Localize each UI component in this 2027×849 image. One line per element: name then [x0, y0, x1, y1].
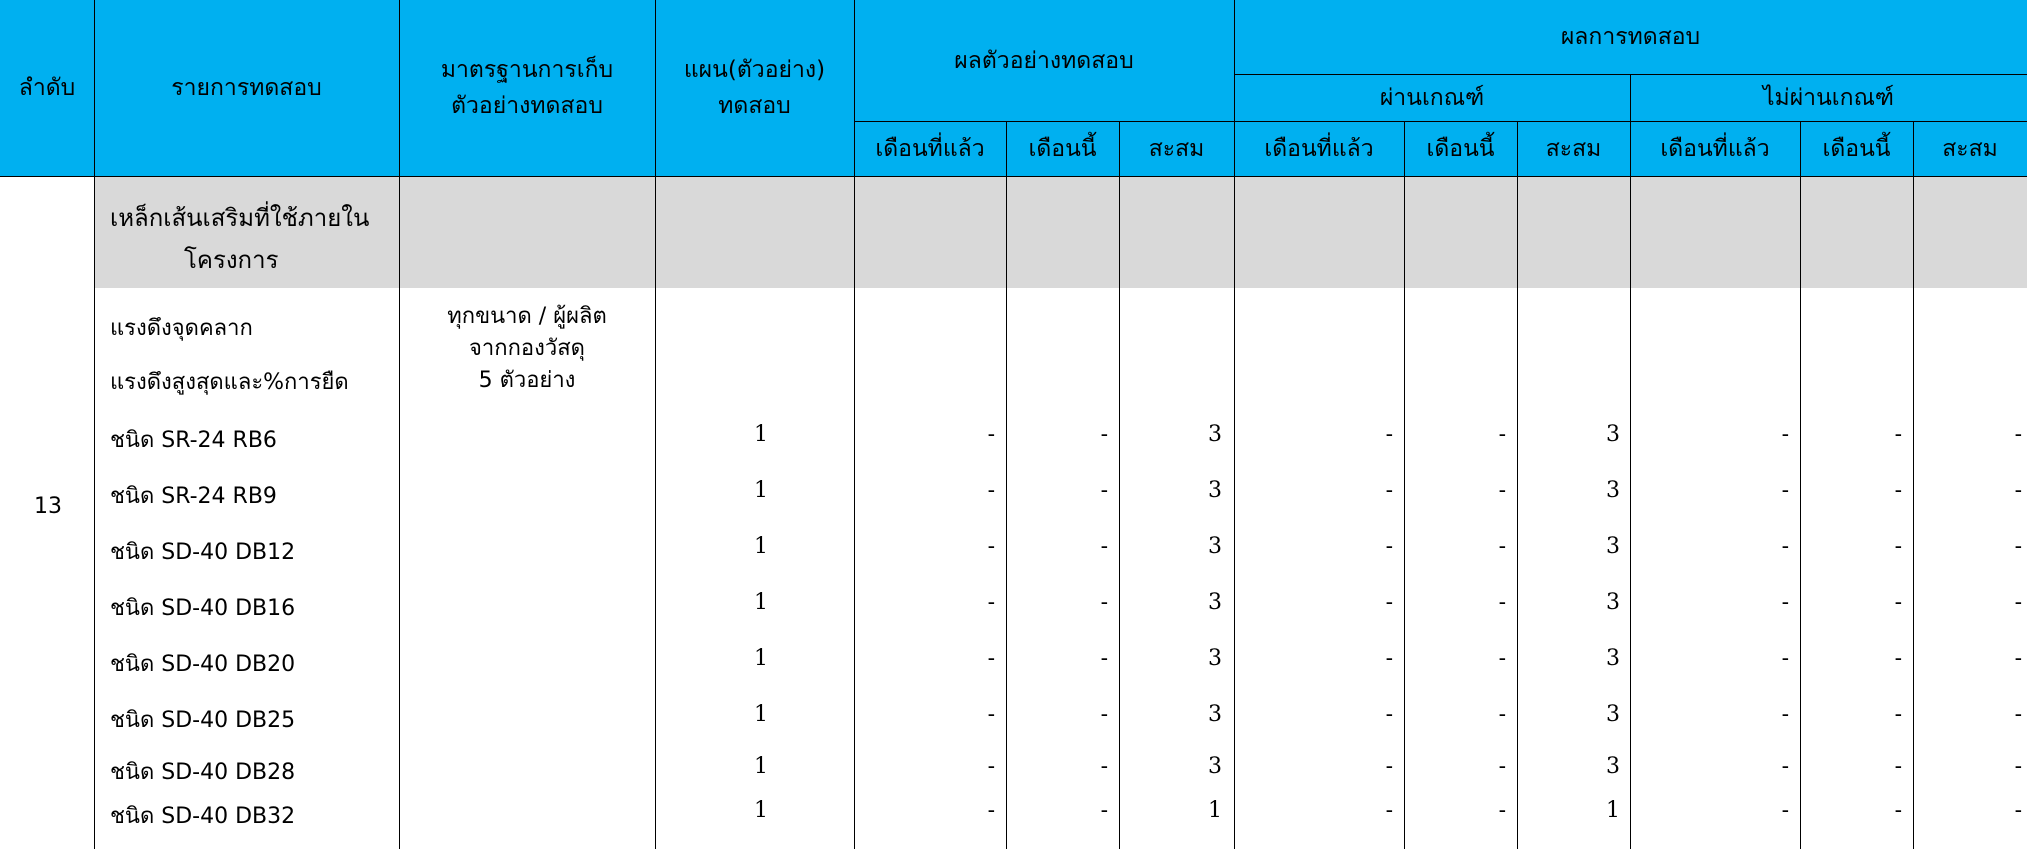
row-cell-s-cum: 3: [1208, 702, 1222, 727]
row-cell-p-cum: 1: [1606, 798, 1620, 823]
row-cell-f-cum: -: [2014, 702, 2022, 727]
col-line: [1630, 74, 1631, 849]
row-cell-p-this: -: [1498, 646, 1506, 671]
row-cell-p-last: -: [1385, 798, 1393, 823]
header-order-label: ลำดับ: [18, 75, 76, 101]
section-standard-line1: ทุกขนาด / ผู้ผลิต: [447, 304, 607, 329]
row-item-name: ชนิด SD-40 DB16: [110, 596, 296, 621]
row-cell-s-cum: 3: [1208, 478, 1222, 503]
col-line: [1517, 121, 1518, 849]
sub-header-pass-this: [1404, 121, 1517, 176]
row-item-name: ชนิด SR-24 RB6: [110, 428, 277, 453]
row-cell-s-last: -: [987, 702, 995, 727]
row-cell-s-this: -: [1100, 478, 1108, 503]
row-cell-p-last: -: [1385, 702, 1393, 727]
row-item-name: ชนิด SD-40 DB12: [110, 540, 296, 565]
sub-header-label: เดือนที่แล้ว: [1264, 135, 1374, 162]
sub-header-label: เดือนนี้: [1426, 135, 1495, 162]
sub-header-fail-this: [1800, 121, 1913, 176]
sub-header-label: เดือนที่แล้ว: [1660, 135, 1770, 162]
row-cell-f-cum: -: [2014, 422, 2022, 447]
header-item: [94, 0, 399, 176]
row-cell-p-last: -: [1385, 590, 1393, 615]
row-cell-f-last: -: [1781, 422, 1789, 447]
sub-header-label: สะสม: [1942, 135, 1998, 162]
row-cell-plan: 1: [754, 478, 768, 503]
header-sample-result: [854, 0, 1234, 121]
header-plan-line2: ทดสอบ: [718, 93, 791, 119]
row-cell-f-this: -: [1894, 798, 1902, 823]
section-standard-line3: 5 ตัวอย่าง: [478, 368, 576, 393]
row-cell-s-last: -: [987, 422, 995, 447]
row-cell-s-cum: 1: [1208, 798, 1222, 823]
row-cell-f-cum: -: [2014, 534, 2022, 559]
section-title-line1: เหล็กเส้นเสริมที่ใช้ภายใน: [110, 204, 370, 232]
row-cell-p-cum: 3: [1606, 534, 1620, 559]
header-plan-line1: แผน(ตัวอย่าง): [683, 57, 826, 83]
row-cell-p-last: -: [1385, 534, 1393, 559]
row-cell-f-this: -: [1894, 702, 1902, 727]
row-cell-s-this: -: [1100, 646, 1108, 671]
col-line: [1913, 121, 1914, 849]
col-line: [1119, 121, 1120, 849]
row-item-name: ชนิด SD-40 DB32: [110, 804, 296, 829]
row-item-name: ชนิด SD-40 DB25: [110, 708, 296, 733]
sub-header-label: เดือนนี้: [1028, 135, 1097, 162]
sub-header-fail-last: [1630, 121, 1800, 176]
header-sample-result-label: ผลตัวอย่างทดสอบ: [954, 47, 1134, 74]
header-standard: [399, 0, 655, 176]
header-fail-label: ไม่ผ่านเกณฑ์: [1762, 84, 1895, 111]
col-line: [655, 0, 656, 849]
row-cell-f-cum: -: [2014, 754, 2022, 779]
section-title-line2: โครงการ: [184, 246, 279, 274]
header-test-result: [1234, 0, 2027, 74]
row-cell-s-this: -: [1100, 534, 1108, 559]
row-cell-s-last: -: [987, 478, 995, 503]
col-line: [1006, 121, 1007, 849]
row-cell-s-cum: 3: [1208, 422, 1222, 447]
row-cell-plan: 1: [754, 702, 768, 727]
row-cell-s-last: -: [987, 646, 995, 671]
row-cell-f-this: -: [1894, 590, 1902, 615]
section-order: 13: [34, 494, 62, 519]
row-cell-p-cum: 3: [1606, 422, 1620, 447]
sub-header-label: สะสม: [1148, 135, 1205, 162]
row-cell-f-this: -: [1894, 534, 1902, 559]
row-cell-p-this: -: [1498, 702, 1506, 727]
row-cell-plan: 1: [754, 534, 768, 559]
row-cell-plan: 1: [754, 590, 768, 615]
row-cell-p-last: -: [1385, 754, 1393, 779]
row-cell-p-this: -: [1498, 590, 1506, 615]
row-item-name: ชนิด SD-40 DB20: [110, 652, 296, 677]
row-cell-s-last: -: [987, 754, 995, 779]
header-item-label: รายการทดสอบ: [171, 75, 322, 101]
row-cell-f-this: -: [1894, 646, 1902, 671]
row-cell-s-this: -: [1100, 590, 1108, 615]
header-order: [0, 0, 94, 176]
sub-header-label: เดือนนี้: [1822, 135, 1891, 162]
sub-header-pass-cum: [1517, 121, 1630, 176]
row-cell-plan: 1: [754, 646, 768, 671]
row-cell-f-last: -: [1781, 590, 1789, 615]
row-cell-s-cum: 3: [1208, 590, 1222, 615]
section-standard-line2: จากกองวัสดุ: [469, 336, 585, 361]
row-cell-s-cum: 3: [1208, 646, 1222, 671]
row-cell-f-last: -: [1781, 754, 1789, 779]
row-cell-s-last: -: [987, 534, 995, 559]
row-cell-f-last: -: [1781, 798, 1789, 823]
row-cell-p-this: -: [1498, 534, 1506, 559]
sub-header-label: สะสม: [1545, 135, 1602, 162]
section-desc-line1: แรงดึงจุดคลาก: [110, 316, 253, 341]
row-cell-f-cum: -: [2014, 478, 2022, 503]
sub-header-fail-cum: [1913, 121, 2027, 176]
row-cell-p-cum: 3: [1606, 590, 1620, 615]
row-cell-p-cum: 3: [1606, 646, 1620, 671]
row-cell-s-this: -: [1100, 702, 1108, 727]
row-cell-p-cum: 3: [1606, 754, 1620, 779]
sub-header-sample-this: [1006, 121, 1119, 176]
row-cell-s-this: -: [1100, 754, 1108, 779]
section-desc-line2: แรงดึงสูงสุดและ%การยืด: [110, 370, 349, 395]
header-pass: [1234, 74, 1630, 121]
row-cell-p-this: -: [1498, 798, 1506, 823]
row-item-name: ชนิด SR-24 RB9: [110, 484, 277, 509]
col-line: [399, 0, 400, 849]
header-plan: [655, 0, 854, 176]
header-standard-line2: ตัวอย่างทดสอบ: [451, 93, 603, 119]
header-divider-sub: [854, 121, 2027, 122]
row-cell-f-this: -: [1894, 478, 1902, 503]
row-cell-s-this: -: [1100, 422, 1108, 447]
header-fail: [1630, 74, 2027, 121]
row-cell-f-this: -: [1894, 754, 1902, 779]
row-cell-p-this: -: [1498, 478, 1506, 503]
row-cell-p-cum: 3: [1606, 702, 1620, 727]
row-cell-plan: 1: [754, 754, 768, 779]
header-test-result-label: ผลการทดสอบ: [1560, 24, 1701, 50]
row-cell-f-last: -: [1781, 702, 1789, 727]
row-cell-p-cum: 3: [1606, 478, 1620, 503]
header-bottom-border: [0, 176, 2027, 177]
col-line: [1800, 121, 1801, 849]
col-line: [854, 0, 855, 849]
row-cell-f-last: -: [1781, 478, 1789, 503]
row-item-name: ชนิด SD-40 DB28: [110, 760, 296, 785]
row-cell-plan: 1: [754, 798, 768, 823]
row-cell-s-this: -: [1100, 798, 1108, 823]
row-cell-f-cum: -: [2014, 646, 2022, 671]
header-standard-line1: มาตรฐานการเก็บ: [440, 57, 614, 83]
row-cell-f-cum: -: [2014, 590, 2022, 615]
row-cell-s-cum: 3: [1208, 534, 1222, 559]
col-line: [94, 0, 95, 849]
row-cell-f-last: -: [1781, 534, 1789, 559]
row-cell-s-cum: 3: [1208, 754, 1222, 779]
row-cell-s-last: -: [987, 590, 995, 615]
row-cell-p-last: -: [1385, 646, 1393, 671]
header-pass-label: ผ่านเกณฑ์: [1379, 84, 1485, 111]
col-line: [1404, 121, 1405, 849]
row-cell-f-this: -: [1894, 422, 1902, 447]
row-cell-p-last: -: [1385, 422, 1393, 447]
row-cell-plan: 1: [754, 422, 768, 447]
sub-header-label: เดือนที่แล้ว: [875, 135, 985, 162]
row-cell-p-this: -: [1498, 422, 1506, 447]
row-cell-p-last: -: [1385, 478, 1393, 503]
row-cell-f-cum: -: [2014, 798, 2022, 823]
sub-header-sample-cum: [1119, 121, 1234, 176]
row-cell-p-this: -: [1498, 754, 1506, 779]
col-line: [1234, 0, 1235, 849]
sub-header-pass-last: [1234, 121, 1404, 176]
sub-header-sample-last: [854, 121, 1006, 176]
row-cell-s-last: -: [987, 798, 995, 823]
row-cell-f-last: -: [1781, 646, 1789, 671]
section-title-row: [94, 176, 2027, 288]
